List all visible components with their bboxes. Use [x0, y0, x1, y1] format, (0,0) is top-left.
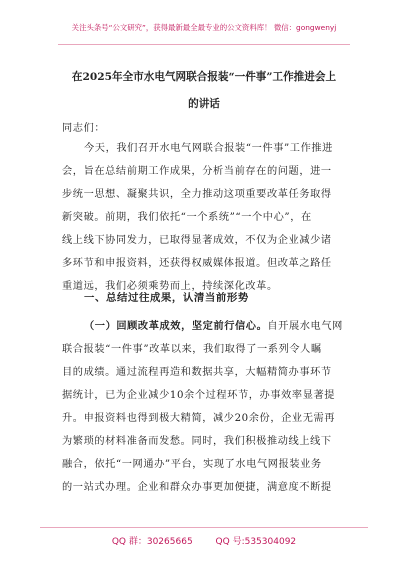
paragraph-line: 融合，依托“一网通办”平台，实现了水电气网报装业务	[62, 459, 322, 470]
section-heading: 一、总结过往成果，认清当前形势	[84, 292, 249, 304]
paragraph-text: 自开展水电气网	[267, 321, 343, 332]
paragraph-line: 线上线下协同发力，已取得显著成效，不仅为企业减少诸	[62, 235, 332, 246]
header-banner: 关注头条号“公文研究”，获得最新最全最专业的公文资料库！ 微信：gongwenyj	[71, 23, 337, 32]
paragraph-line: 为繁琐的材料准备而发愁。同时，我们积极推动线上线下	[62, 436, 332, 447]
title-line-2: 的讲话	[188, 98, 220, 110]
greeting: 同志们：	[62, 123, 106, 134]
footer-divider	[40, 527, 368, 528]
paragraph-1	[62, 137, 352, 298]
paragraph-line: 的一站式办理。企业和群众办事更加便捷，满意度不断提	[62, 482, 332, 493]
paragraph-line: 重道远，我们必须乘势而上，持续深化改革。	[62, 281, 278, 292]
document-title	[40, 64, 368, 118]
subheading: （一）回顾改革成效，坚定前行信心。	[84, 320, 268, 332]
paragraph-line: 目的成绩。通过流程再造和数据共享，大幅精简办事环节	[62, 367, 332, 378]
paragraph-line: 今天，我们召开水电气网联合报装“一件事”工作推进	[84, 143, 333, 154]
paragraph-line: 步统一思想、凝聚共识，全力推动这项重要改革任务取得	[62, 189, 332, 200]
footer-qq-number: QQ 号:535304092	[215, 537, 297, 547]
paragraph-line: 据统计，已为企业减少10余个过程环节，办事效率显著提	[62, 390, 336, 401]
paragraph-line: 升。申报资料也得到极大精简，减少20余份，企业无需再	[62, 413, 336, 424]
paragraph-line: 会，旨在总结前期工作成果，分析当前存在的问题，进一	[62, 166, 332, 177]
footer-qq-group: QQ 群：30265665	[111, 537, 193, 547]
header-divider	[58, 44, 350, 45]
paragraph-line: 多环节和申报资料，还获得权威媒体报道。但改革之路任	[62, 258, 332, 269]
footer	[0, 534, 408, 547]
paragraph-line	[62, 315, 352, 338]
paragraph-2	[62, 315, 352, 499]
paragraph-line: 新突破。前期，我们依托“一个系统”“一个中心”，在	[62, 212, 312, 223]
paragraph-line: 联合报装“一件事”改革以来，我们取得了一系列令人瞩	[62, 344, 322, 355]
title-line-1: 在2025年全市水电气网联合报装“一件事”工作推进会上	[71, 71, 337, 83]
